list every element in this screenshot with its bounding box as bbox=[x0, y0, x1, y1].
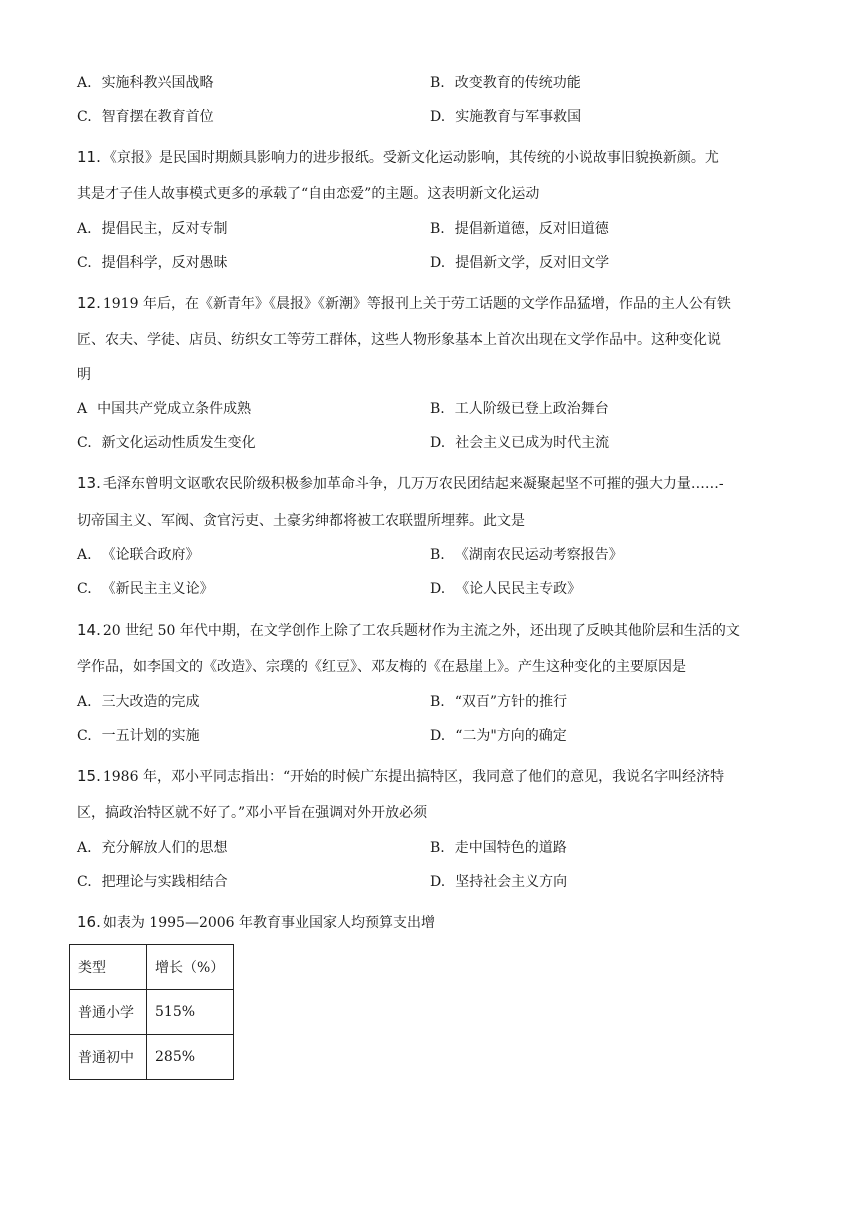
table-cell: 515% bbox=[147, 990, 234, 1035]
table-cell: 普通初中 bbox=[70, 1035, 147, 1080]
q15-stem-line2: 区，搞政治特区就不好了。”邓小平旨在强调对外开放必须 bbox=[77, 805, 428, 821]
q12-option-c[interactable]: C. 新文化运动性质发生变化 bbox=[77, 435, 256, 451]
q10-option-a[interactable]: A. 实施科教兴国战略 bbox=[77, 75, 214, 91]
q15-option-c[interactable]: C. 把理论与实践相结合 bbox=[77, 874, 228, 890]
q15-stem-line1: 15. 1986 年，邓小平同志指出：“开始的时候广东提出搞特区，我同意了他们的意见，我说名字叫经济特 bbox=[77, 767, 725, 785]
q12-stem-line2: 匠、农夫、学徒、店员、纺织女工等劳工群体，这些人物形象基本上首次出现在文学作品中。这种变化说 bbox=[77, 332, 721, 348]
q14-number: 14. bbox=[77, 621, 101, 639]
q13-option-d[interactable]: D. 《论人民民主专政》 bbox=[430, 581, 582, 597]
q14-option-b[interactable]: B. “双百”方针的推行 bbox=[430, 694, 568, 710]
q14-option-d[interactable]: D. “二为"方向的确定 bbox=[430, 728, 567, 744]
q15-option-a[interactable]: A. 充分解放人们的思想 bbox=[77, 840, 228, 856]
q11-option-d[interactable]: D. 提倡新文学，反对旧文学 bbox=[430, 255, 610, 271]
q16-number: 16. bbox=[77, 913, 101, 931]
q12-option-b[interactable]: B. 工人阶级已登上政治舞台 bbox=[430, 401, 609, 417]
q13-option-c[interactable]: C. 《新民主主义论》 bbox=[77, 581, 214, 597]
q16-table bbox=[69, 944, 234, 1080]
q13-stem-line2: 切帝国主义、军阀、贪官污吏、土豪劣绅都将被工农联盟所埋葬。此文是 bbox=[77, 513, 525, 529]
q12-stem-line1: 12. 1919 年后，在《新青年》《晨报》《新潮》等报刊上关于劳工话题的文学作品猛增，作品的主人公有铁 bbox=[77, 294, 731, 312]
q16-stem-line1: 16. 如表为 1995—2006 年教育事业国家人均预算支出增 bbox=[77, 913, 436, 931]
q13-number: 13. bbox=[77, 474, 101, 492]
table-cell: 普通小学 bbox=[70, 990, 147, 1035]
table-row bbox=[70, 1035, 234, 1080]
q11-stem-line2: 其是才子佳人故事模式更多的承载了“自由恋爱”的主题。这表明新文化运动 bbox=[77, 186, 540, 202]
table-cell: 285% bbox=[147, 1035, 234, 1080]
q12-number: 12. bbox=[77, 294, 101, 312]
q13-option-b[interactable]: B. 《湖南农民运动考察报告》 bbox=[430, 547, 623, 563]
q15-number: 15. bbox=[77, 767, 101, 785]
q11-option-c[interactable]: C. 提倡科学，反对愚昧 bbox=[77, 255, 228, 271]
q14-stem-line2: 学作品，如李国文的《改造》、宗璞的《红豆》、邓友梅的《在悬崖上》。产生这种变化的主要原因是 bbox=[77, 659, 686, 675]
q14-option-a[interactable]: A. 三大改造的完成 bbox=[77, 694, 200, 710]
q15-option-d[interactable]: D. 坚持社会主义方向 bbox=[430, 874, 568, 890]
q12-stem-line3: 明 bbox=[77, 367, 91, 383]
q11-option-a[interactable]: A. 提倡民主，反对专制 bbox=[77, 221, 228, 237]
q15-option-b[interactable]: B. 走中国特色的道路 bbox=[430, 840, 567, 856]
table-header-cell: 增长（%） bbox=[147, 945, 234, 990]
q11-stem-line1: 11. 《京报》是民国时期颇具影响力的进步报纸。受新文化运动影响，其传统的小说故事旧貌换新颜。尤 bbox=[77, 148, 719, 166]
table-row bbox=[70, 990, 234, 1035]
q12-option-a[interactable]: A 中国共产党成立条件成熟 bbox=[77, 401, 252, 417]
q10-option-d[interactable]: D. 实施教育与军事救国 bbox=[430, 109, 582, 125]
q14-option-c[interactable]: C. 一五计划的实施 bbox=[77, 728, 200, 744]
table-header-row bbox=[70, 945, 234, 990]
q10-option-b[interactable]: B. 改变教育的传统功能 bbox=[430, 75, 581, 91]
q11-option-b[interactable]: B. 提倡新道德，反对旧道德 bbox=[430, 221, 609, 237]
q10-option-c[interactable]: C. 智育摆在教育首位 bbox=[77, 109, 214, 125]
q13-stem-line1: 13. 毛泽东曾明文讴歌农民阶级积极参加革命斗争，几万万农民团结起来凝聚起坚不可摧的强大力量……- bbox=[77, 474, 724, 492]
q13-option-a[interactable]: A. 《论联合政府》 bbox=[77, 547, 200, 563]
q11-number: 11. bbox=[77, 148, 101, 166]
table-header-cell: 类型 bbox=[70, 945, 147, 990]
q14-stem-line1: 14. 20 世纪 50 年代中期，在文学创作上除了工农兵题材作为主流之外，还出现了反映其他阶层和生活的文 bbox=[77, 621, 740, 639]
q12-option-d[interactable]: D. 社会主义已成为时代主流 bbox=[430, 435, 610, 451]
